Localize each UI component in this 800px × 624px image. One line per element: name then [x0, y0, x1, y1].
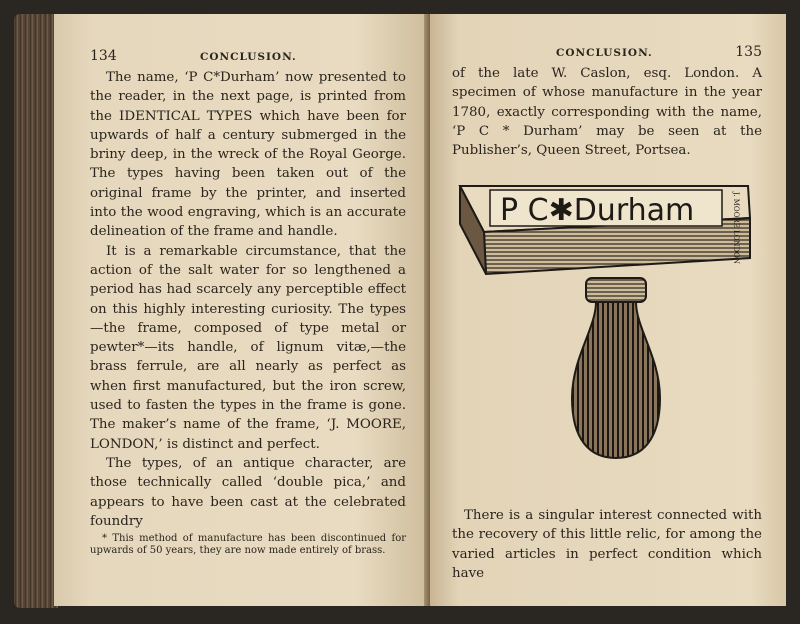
paragraph: There is a singular interest connected with the recovery of this little relic, for among the varied articles in perfect condition which have: [452, 508, 762, 581]
right-page-header: [452, 44, 762, 64]
stamp-side-text: J. MOORE LONDON: [732, 192, 740, 265]
page-number: 134: [90, 48, 117, 64]
page-number: 135: [735, 44, 762, 60]
left-page: [54, 14, 432, 606]
stamp-text: P C✱Durham: [500, 193, 695, 229]
page-edges: [14, 14, 58, 608]
open-book: [10, 8, 790, 614]
brass-ferrule: [586, 278, 646, 302]
running-head: CONCLUSION.: [200, 51, 297, 63]
stamp-engraving: [456, 178, 756, 478]
paragraph: It is a remarkable circumstance, that the action of the salt water for so lengthened a period has had scarcely any perceptible effect on this highly interesting curiosity. The types—the frame, composed of type metal or pewter*—its handle, of lignum vitæ,—the brass ferrule, are all nearly as perfect as when first manufactured, but the iron screw, used to fasten the types in the frame is gone. The maker’s name of the frame, ‘J. MOORE, LONDON,’ is distinct and perfect.: [90, 243, 406, 452]
running-head: CONCLUSION.: [556, 47, 653, 59]
paragraph: The types, of an antique character, are those technically called ‘double pica,’ and appears to have been cast at the celebrated foundry: [90, 455, 406, 529]
left-page-header: [90, 48, 406, 68]
stamp-illustration: [456, 178, 756, 478]
right-page-bottom-text: [452, 506, 762, 583]
paragraph: The name, ‘P C*Durham’ now presented to the reader, in the next page, is printed from the IDENTICAL TYPES which have been for upwards of half a century submerged in the briny deep, in the wreck of the Royal George. The types having been taken out of the original frame by the printer, and inserted into the wood engraving, which is an accurate delineation of the frame and handle.: [90, 70, 406, 240]
footnote: * This method of manufacture has been discontinued for upwards of 50 years, they are now made entirely of brass.: [90, 533, 406, 557]
left-page-body: [90, 68, 406, 557]
stamp-handle: [572, 302, 660, 458]
right-page: [430, 14, 786, 606]
paragraph: of the late W. Caslon, esq. London. A specimen of whose manufacture in the year 1780, exactly corresponding with the name, ‘P C * Durham’ may be seen at the Publisher’s, Queen Street, Portsea.: [452, 66, 762, 159]
right-page-top-text: [452, 64, 762, 160]
